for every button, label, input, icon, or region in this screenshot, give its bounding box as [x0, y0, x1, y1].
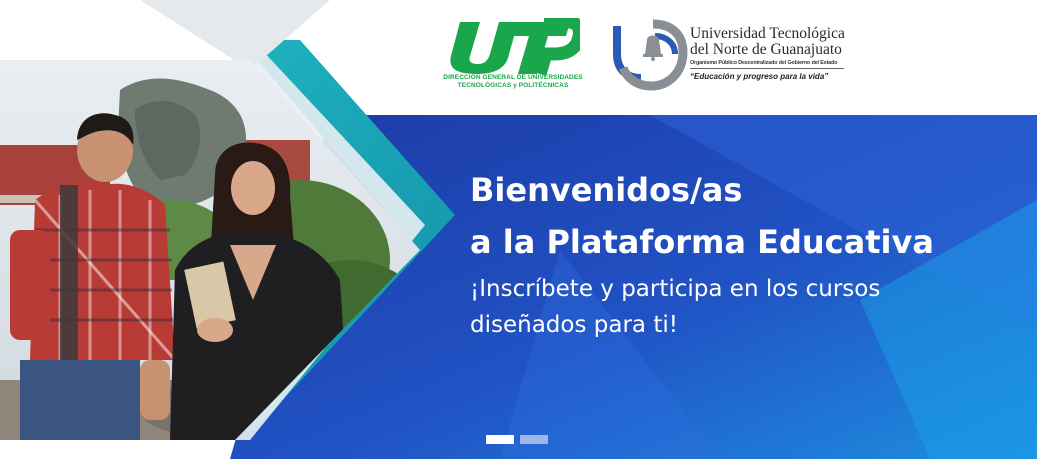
university-name-line2: del Norte de Guanajuato — [690, 41, 842, 58]
utyp-logo-mark — [440, 18, 580, 76]
utyp-caption-line2: TECNOLÓGICAS y POLITÉCNICAS — [457, 82, 569, 89]
carousel-dot-1[interactable] — [486, 435, 514, 444]
university-divider — [690, 68, 844, 69]
utyp-caption-line1: DIRECCIÓN GENERAL DE UNIVERSIDADES — [443, 74, 583, 81]
university-subtitle: Organismo Público Descentralizado del Gobierno del Estado — [690, 60, 838, 66]
utyp-logo — [440, 18, 590, 98]
university-name-line1: Universidad Tecnológica — [690, 25, 845, 42]
hero-title-line1: Bienvenidos/as — [470, 171, 743, 209]
svg-text:y: y — [522, 57, 530, 73]
university-slogan: “Educación y progreso para la vida” — [690, 72, 829, 81]
university-name — [690, 26, 845, 58]
hero-subtitle-line2: diseñados para ti! — [470, 312, 678, 338]
hero-subtitle-line1: ¡Inscríbete y participa en los cursos — [470, 276, 881, 302]
university-emblem-icon — [613, 18, 688, 93]
university-logo — [613, 18, 853, 98]
hero-title-line2: a la Plataforma Educativa — [470, 223, 934, 261]
carousel-dot-2[interactable] — [520, 435, 548, 444]
utyp-logo-caption — [438, 74, 588, 90]
